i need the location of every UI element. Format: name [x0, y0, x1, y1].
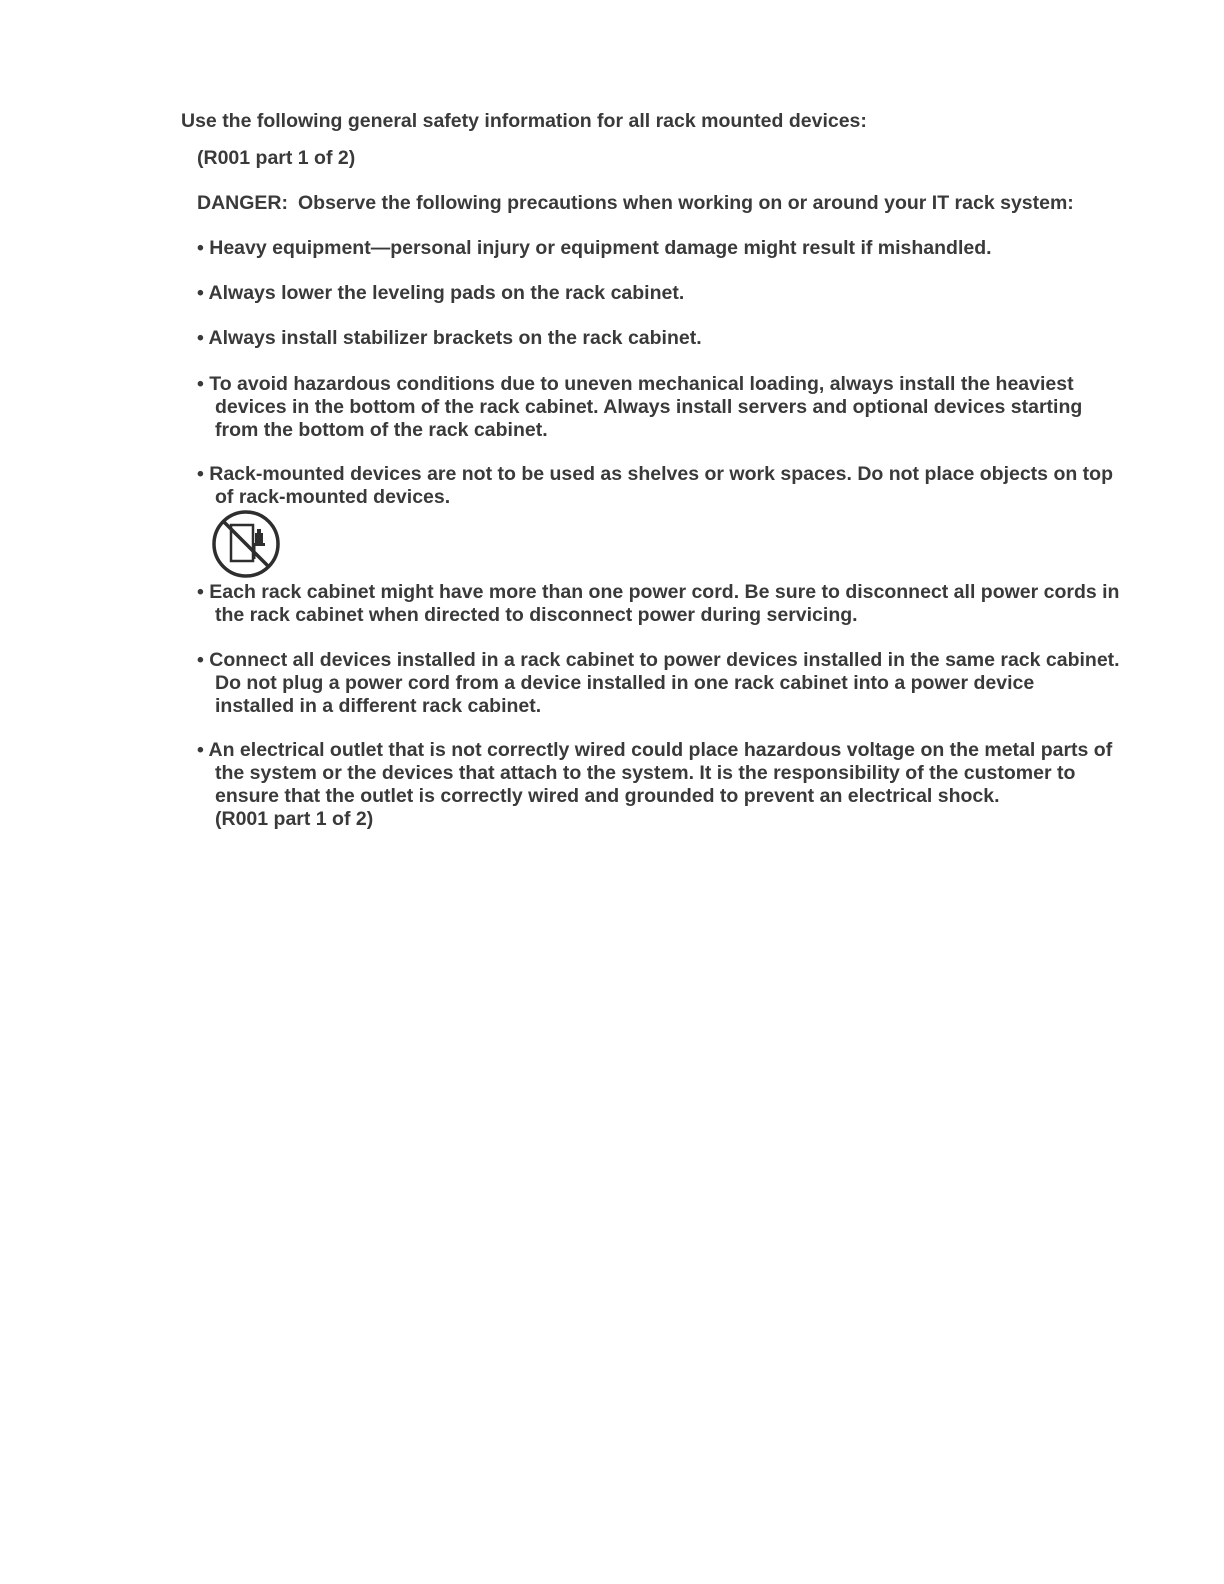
bullet-line: the rack cabinet when directed to disconnect power during servicing. [215, 604, 858, 626]
bullet-line: • Always install stabilizer brackets on the rack cabinet. [197, 327, 702, 349]
bullet-power-cords [197, 581, 1120, 627]
bullet-line: • Heavy equipment—personal injury or equipment damage might result if mishandled. [197, 237, 992, 259]
bullet-line: installed in a different rack cabinet. [215, 695, 542, 717]
reference-code-bottom: (R001 part 1 of 2) [215, 808, 374, 830]
bullet-line: • An electrical outlet that is not correctly wired could place hazardous voltage on the metal parts of [197, 739, 1113, 761]
bullet-line: • Connect all devices installed in a rack cabinet to power devices installed in the same rack cabinet. [197, 649, 1120, 671]
danger-text: Observe the following precautions when working on or around your IT rack system: [298, 192, 1074, 214]
bullet-line: from the bottom of the rack cabinet. [215, 419, 548, 441]
bullet-electrical-outlet [197, 739, 1113, 808]
bullet-line: • Always lower the leveling pads on the rack cabinet. [197, 282, 685, 304]
bullet-line: • Rack-mounted devices are not to be used as shelves or work spaces. Do not place objects on top [197, 463, 1113, 485]
bullet-line: • Each rack cabinet might have more than one power cord. Be sure to disconnect all power cords in [197, 581, 1120, 603]
bullet-line: • To avoid hazardous conditions due to uneven mechanical loading, always install the heaviest [197, 373, 1074, 395]
bullet-line: ensure that the outlet is correctly wired and grounded to prevent an electrical shock. [215, 785, 1000, 807]
bullet-same-cabinet-power [197, 649, 1120, 718]
bullet-line: of rack-mounted devices. [215, 486, 451, 508]
bullet-heavy-equipment [197, 237, 1107, 260]
danger-label: DANGER: [197, 192, 288, 214]
bullet-stabilizer-brackets [197, 327, 1107, 350]
bullet-line: Do not plug a power cord from a device installed in one rack cabinet into a power device [215, 672, 1035, 694]
reference-code-top: (R001 part 1 of 2) [197, 147, 356, 169]
no-objects-on-rack-icon [211, 509, 281, 579]
bullet-mechanical-loading [197, 373, 1107, 442]
intro-heading: Use the following general safety information for all rack mounted devices: [181, 110, 867, 132]
bullet-line: devices in the bottom of the rack cabinet. Always install servers and optional devices starting [215, 396, 1083, 418]
bullet-line: the system or the devices that attach to the system. It is the responsibility of the customer to [215, 762, 1076, 784]
bullet-leveling-pads [197, 282, 1107, 305]
bullet-no-shelves [197, 463, 1113, 509]
danger-statement [197, 192, 1074, 215]
